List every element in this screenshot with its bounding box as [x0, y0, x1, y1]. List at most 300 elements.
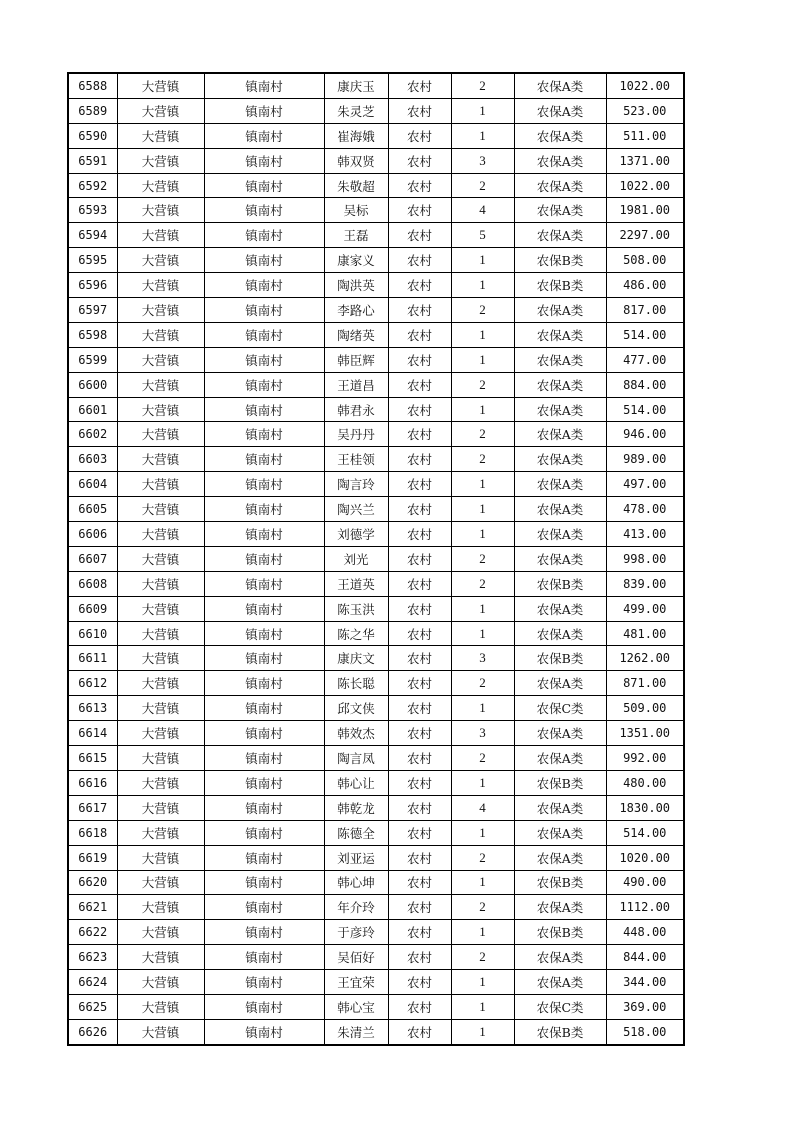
record-id-cell: 6610 — [68, 621, 117, 646]
person-name-cell: 陈之华 — [324, 621, 388, 646]
person-name-cell: 刘光 — [324, 546, 388, 571]
village-cell: 镇南村 — [204, 646, 324, 671]
household-type-cell: 农村 — [388, 522, 451, 547]
household-type-cell: 农村 — [388, 322, 451, 347]
insurance-category-cell: 农保A类 — [514, 148, 606, 173]
insurance-category-cell: 农保A类 — [514, 671, 606, 696]
records-table — [67, 72, 685, 1046]
village-cell: 镇南村 — [204, 920, 324, 945]
insurance-category-cell: 农保A类 — [514, 596, 606, 621]
village-cell: 镇南村 — [204, 845, 324, 870]
insurance-category-cell: 农保A类 — [514, 497, 606, 522]
village-cell: 镇南村 — [204, 721, 324, 746]
amount-cell: 511.00 — [606, 123, 684, 148]
household-type-cell: 农村 — [388, 248, 451, 273]
household-type-cell: 农村 — [388, 646, 451, 671]
person-name-cell: 陶绪英 — [324, 322, 388, 347]
record-id-cell: 6595 — [68, 248, 117, 273]
person-name-cell: 韩心让 — [324, 770, 388, 795]
insurance-category-cell: 农保B类 — [514, 273, 606, 298]
person-name-cell: 吴标 — [324, 198, 388, 223]
town-cell: 大营镇 — [117, 298, 204, 323]
record-id-cell: 6604 — [68, 472, 117, 497]
town-cell: 大营镇 — [117, 497, 204, 522]
member-count-cell: 3 — [451, 148, 514, 173]
person-name-cell: 韩君永 — [324, 397, 388, 422]
person-name-cell: 吴佰好 — [324, 945, 388, 970]
household-type-cell: 农村 — [388, 422, 451, 447]
household-type-cell: 农村 — [388, 73, 451, 98]
person-name-cell: 李路心 — [324, 298, 388, 323]
village-cell: 镇南村 — [204, 123, 324, 148]
amount-cell: 477.00 — [606, 347, 684, 372]
member-count-cell: 1 — [451, 522, 514, 547]
town-cell: 大营镇 — [117, 721, 204, 746]
table-row — [68, 820, 684, 845]
record-id-cell: 6619 — [68, 845, 117, 870]
village-cell: 镇南村 — [204, 73, 324, 98]
insurance-category-cell: 农保A类 — [514, 98, 606, 123]
village-cell: 镇南村 — [204, 795, 324, 820]
table-row — [68, 795, 684, 820]
insurance-category-cell: 农保A类 — [514, 347, 606, 372]
insurance-category-cell: 农保A类 — [514, 447, 606, 472]
town-cell: 大营镇 — [117, 273, 204, 298]
record-id-cell: 6602 — [68, 422, 117, 447]
insurance-category-cell: 农保A类 — [514, 621, 606, 646]
town-cell: 大营镇 — [117, 347, 204, 372]
town-cell: 大营镇 — [117, 372, 204, 397]
town-cell: 大营镇 — [117, 671, 204, 696]
insurance-category-cell: 农保A类 — [514, 895, 606, 920]
town-cell: 大营镇 — [117, 322, 204, 347]
record-id-cell: 6621 — [68, 895, 117, 920]
insurance-category-cell: 农保A类 — [514, 397, 606, 422]
amount-cell: 514.00 — [606, 820, 684, 845]
member-count-cell: 2 — [451, 746, 514, 771]
town-cell: 大营镇 — [117, 895, 204, 920]
member-count-cell: 2 — [451, 73, 514, 98]
person-name-cell: 刘亚运 — [324, 845, 388, 870]
household-type-cell: 农村 — [388, 870, 451, 895]
record-id-cell: 6603 — [68, 447, 117, 472]
village-cell: 镇南村 — [204, 322, 324, 347]
record-id-cell: 6606 — [68, 522, 117, 547]
record-id-cell: 6617 — [68, 795, 117, 820]
insurance-category-cell: 农保A类 — [514, 795, 606, 820]
record-id-cell: 6593 — [68, 198, 117, 223]
record-id-cell: 6611 — [68, 646, 117, 671]
amount-cell: 871.00 — [606, 671, 684, 696]
member-count-cell: 2 — [451, 298, 514, 323]
insurance-category-cell: 农保A类 — [514, 123, 606, 148]
town-cell: 大营镇 — [117, 596, 204, 621]
household-type-cell: 农村 — [388, 770, 451, 795]
amount-cell: 369.00 — [606, 994, 684, 1019]
town-cell: 大营镇 — [117, 696, 204, 721]
household-type-cell: 农村 — [388, 273, 451, 298]
table-row — [68, 273, 684, 298]
member-count-cell: 4 — [451, 795, 514, 820]
household-type-cell: 农村 — [388, 546, 451, 571]
record-id-cell: 6592 — [68, 173, 117, 198]
household-type-cell: 农村 — [388, 298, 451, 323]
village-cell: 镇南村 — [204, 970, 324, 995]
village-cell: 镇南村 — [204, 945, 324, 970]
amount-cell: 1022.00 — [606, 173, 684, 198]
table-row — [68, 1019, 684, 1044]
amount-cell: 514.00 — [606, 397, 684, 422]
amount-cell: 844.00 — [606, 945, 684, 970]
village-cell: 镇南村 — [204, 770, 324, 795]
member-count-cell: 3 — [451, 646, 514, 671]
town-cell: 大营镇 — [117, 223, 204, 248]
table-row — [68, 447, 684, 472]
person-name-cell: 王磊 — [324, 223, 388, 248]
insurance-category-cell: 农保A类 — [514, 223, 606, 248]
table-row — [68, 397, 684, 422]
record-id-cell: 6594 — [68, 223, 117, 248]
member-count-cell: 3 — [451, 721, 514, 746]
table-row — [68, 123, 684, 148]
amount-cell: 448.00 — [606, 920, 684, 945]
insurance-category-cell: 农保B类 — [514, 646, 606, 671]
household-type-cell: 农村 — [388, 372, 451, 397]
town-cell: 大营镇 — [117, 123, 204, 148]
amount-cell: 989.00 — [606, 447, 684, 472]
village-cell: 镇南村 — [204, 397, 324, 422]
town-cell: 大营镇 — [117, 472, 204, 497]
household-type-cell: 农村 — [388, 621, 451, 646]
amount-cell: 413.00 — [606, 522, 684, 547]
member-count-cell: 1 — [451, 123, 514, 148]
table-row — [68, 248, 684, 273]
member-count-cell: 1 — [451, 770, 514, 795]
person-name-cell: 陶言玲 — [324, 472, 388, 497]
town-cell: 大营镇 — [117, 173, 204, 198]
insurance-category-cell: 农保A类 — [514, 970, 606, 995]
insurance-category-cell: 农保B类 — [514, 1019, 606, 1044]
village-cell: 镇南村 — [204, 696, 324, 721]
village-cell: 镇南村 — [204, 198, 324, 223]
household-type-cell: 农村 — [388, 970, 451, 995]
village-cell: 镇南村 — [204, 994, 324, 1019]
amount-cell: 1112.00 — [606, 895, 684, 920]
town-cell: 大营镇 — [117, 571, 204, 596]
village-cell: 镇南村 — [204, 148, 324, 173]
insurance-category-cell: 农保A类 — [514, 746, 606, 771]
record-id-cell: 6608 — [68, 571, 117, 596]
household-type-cell: 农村 — [388, 571, 451, 596]
amount-cell: 1262.00 — [606, 646, 684, 671]
insurance-category-cell: 农保A类 — [514, 422, 606, 447]
person-name-cell: 邱文侠 — [324, 696, 388, 721]
insurance-category-cell: 农保A类 — [514, 472, 606, 497]
member-count-cell: 1 — [451, 472, 514, 497]
table-row — [68, 696, 684, 721]
member-count-cell: 2 — [451, 422, 514, 447]
person-name-cell: 年介玲 — [324, 895, 388, 920]
record-id-cell: 6600 — [68, 372, 117, 397]
amount-cell: 1830.00 — [606, 795, 684, 820]
insurance-category-cell: 农保B类 — [514, 920, 606, 945]
person-name-cell: 朱清兰 — [324, 1019, 388, 1044]
member-count-cell: 1 — [451, 497, 514, 522]
village-cell: 镇南村 — [204, 820, 324, 845]
record-id-cell: 6622 — [68, 920, 117, 945]
town-cell: 大营镇 — [117, 1019, 204, 1044]
table-row — [68, 73, 684, 98]
household-type-cell: 农村 — [388, 721, 451, 746]
record-id-cell: 6601 — [68, 397, 117, 422]
village-cell: 镇南村 — [204, 372, 324, 397]
insurance-category-cell: 农保B类 — [514, 870, 606, 895]
table-row — [68, 646, 684, 671]
person-name-cell: 王道英 — [324, 571, 388, 596]
amount-cell: 523.00 — [606, 98, 684, 123]
table-row — [68, 522, 684, 547]
household-type-cell: 农村 — [388, 98, 451, 123]
household-type-cell: 农村 — [388, 671, 451, 696]
person-name-cell: 陈长聪 — [324, 671, 388, 696]
town-cell: 大营镇 — [117, 820, 204, 845]
insurance-category-cell: 农保C类 — [514, 696, 606, 721]
member-count-cell: 2 — [451, 895, 514, 920]
amount-cell: 481.00 — [606, 621, 684, 646]
record-id-cell: 6626 — [68, 1019, 117, 1044]
household-type-cell: 农村 — [388, 596, 451, 621]
amount-cell: 998.00 — [606, 546, 684, 571]
table-row — [68, 347, 684, 372]
table-row — [68, 945, 684, 970]
amount-cell: 1351.00 — [606, 721, 684, 746]
household-type-cell: 农村 — [388, 920, 451, 945]
insurance-category-cell: 农保B类 — [514, 770, 606, 795]
insurance-category-cell: 农保A类 — [514, 173, 606, 198]
household-type-cell: 农村 — [388, 820, 451, 845]
table-row — [68, 546, 684, 571]
household-type-cell: 农村 — [388, 845, 451, 870]
amount-cell: 1981.00 — [606, 198, 684, 223]
member-count-cell: 1 — [451, 98, 514, 123]
table-row — [68, 870, 684, 895]
member-count-cell: 2 — [451, 671, 514, 696]
amount-cell: 839.00 — [606, 571, 684, 596]
village-cell: 镇南村 — [204, 596, 324, 621]
insurance-category-cell: 农保A类 — [514, 721, 606, 746]
town-cell: 大营镇 — [117, 397, 204, 422]
record-id-cell: 6614 — [68, 721, 117, 746]
amount-cell: 490.00 — [606, 870, 684, 895]
amount-cell: 884.00 — [606, 372, 684, 397]
person-name-cell: 于彦玲 — [324, 920, 388, 945]
record-id-cell: 6620 — [68, 870, 117, 895]
household-type-cell: 农村 — [388, 123, 451, 148]
record-id-cell: 6597 — [68, 298, 117, 323]
table-row — [68, 770, 684, 795]
record-id-cell: 6625 — [68, 994, 117, 1019]
member-count-cell: 1 — [451, 621, 514, 646]
record-id-cell: 6589 — [68, 98, 117, 123]
amount-cell: 509.00 — [606, 696, 684, 721]
person-name-cell: 韩乾龙 — [324, 795, 388, 820]
household-type-cell: 农村 — [388, 472, 451, 497]
village-cell: 镇南村 — [204, 248, 324, 273]
village-cell: 镇南村 — [204, 173, 324, 198]
household-type-cell: 农村 — [388, 397, 451, 422]
town-cell: 大营镇 — [117, 447, 204, 472]
member-count-cell: 1 — [451, 322, 514, 347]
household-type-cell: 农村 — [388, 447, 451, 472]
village-cell: 镇南村 — [204, 870, 324, 895]
amount-cell: 1371.00 — [606, 148, 684, 173]
person-name-cell: 韩臣辉 — [324, 347, 388, 372]
amount-cell: 1020.00 — [606, 845, 684, 870]
town-cell: 大营镇 — [117, 970, 204, 995]
table-row — [68, 173, 684, 198]
household-type-cell: 农村 — [388, 795, 451, 820]
town-cell: 大营镇 — [117, 845, 204, 870]
person-name-cell: 朱灵芝 — [324, 98, 388, 123]
amount-cell: 514.00 — [606, 322, 684, 347]
household-type-cell: 农村 — [388, 173, 451, 198]
record-id-cell: 6605 — [68, 497, 117, 522]
record-id-cell: 6590 — [68, 123, 117, 148]
village-cell: 镇南村 — [204, 621, 324, 646]
person-name-cell: 康庆文 — [324, 646, 388, 671]
person-name-cell: 陶言凤 — [324, 746, 388, 771]
household-type-cell: 农村 — [388, 945, 451, 970]
village-cell: 镇南村 — [204, 895, 324, 920]
village-cell: 镇南村 — [204, 298, 324, 323]
village-cell: 镇南村 — [204, 347, 324, 372]
amount-cell: 518.00 — [606, 1019, 684, 1044]
table-row — [68, 298, 684, 323]
household-type-cell: 农村 — [388, 347, 451, 372]
person-name-cell: 陶兴兰 — [324, 497, 388, 522]
village-cell: 镇南村 — [204, 223, 324, 248]
table-row — [68, 497, 684, 522]
amount-cell: 817.00 — [606, 298, 684, 323]
amount-cell: 992.00 — [606, 746, 684, 771]
table-row — [68, 596, 684, 621]
member-count-cell: 1 — [451, 820, 514, 845]
table-row — [68, 920, 684, 945]
village-cell: 镇南村 — [204, 571, 324, 596]
record-id-cell: 6612 — [68, 671, 117, 696]
amount-cell: 497.00 — [606, 472, 684, 497]
person-name-cell: 康庆玉 — [324, 73, 388, 98]
record-id-cell: 6616 — [68, 770, 117, 795]
member-count-cell: 1 — [451, 347, 514, 372]
table-row — [68, 148, 684, 173]
town-cell: 大营镇 — [117, 746, 204, 771]
table-row — [68, 746, 684, 771]
person-name-cell: 陈德全 — [324, 820, 388, 845]
member-count-cell: 4 — [451, 198, 514, 223]
household-type-cell: 农村 — [388, 895, 451, 920]
insurance-category-cell: 农保A类 — [514, 73, 606, 98]
village-cell: 镇南村 — [204, 273, 324, 298]
town-cell: 大营镇 — [117, 546, 204, 571]
village-cell: 镇南村 — [204, 1019, 324, 1044]
town-cell: 大营镇 — [117, 646, 204, 671]
village-cell: 镇南村 — [204, 497, 324, 522]
village-cell: 镇南村 — [204, 472, 324, 497]
town-cell: 大营镇 — [117, 98, 204, 123]
town-cell: 大营镇 — [117, 148, 204, 173]
record-id-cell: 6588 — [68, 73, 117, 98]
village-cell: 镇南村 — [204, 422, 324, 447]
village-cell: 镇南村 — [204, 98, 324, 123]
village-cell: 镇南村 — [204, 746, 324, 771]
table-row — [68, 994, 684, 1019]
table-row — [68, 322, 684, 347]
town-cell: 大营镇 — [117, 945, 204, 970]
insurance-category-cell: 农保A类 — [514, 322, 606, 347]
household-type-cell: 农村 — [388, 746, 451, 771]
town-cell: 大营镇 — [117, 522, 204, 547]
table-row — [68, 98, 684, 123]
person-name-cell: 刘德学 — [324, 522, 388, 547]
table-body — [68, 73, 684, 1045]
table-row — [68, 845, 684, 870]
member-count-cell: 2 — [451, 571, 514, 596]
village-cell: 镇南村 — [204, 447, 324, 472]
table-row — [68, 422, 684, 447]
insurance-category-cell: 农保A类 — [514, 372, 606, 397]
insurance-category-cell: 农保A类 — [514, 298, 606, 323]
record-id-cell: 6599 — [68, 347, 117, 372]
insurance-category-cell: 农保B类 — [514, 248, 606, 273]
member-count-cell: 2 — [451, 372, 514, 397]
person-name-cell: 陶洪英 — [324, 273, 388, 298]
town-cell: 大营镇 — [117, 248, 204, 273]
member-count-cell: 1 — [451, 696, 514, 721]
table-row — [68, 223, 684, 248]
member-count-cell: 1 — [451, 596, 514, 621]
record-id-cell: 6591 — [68, 148, 117, 173]
record-id-cell: 6613 — [68, 696, 117, 721]
insurance-category-cell: 农保B类 — [514, 571, 606, 596]
record-id-cell: 6596 — [68, 273, 117, 298]
record-id-cell: 6624 — [68, 970, 117, 995]
table-row — [68, 621, 684, 646]
household-type-cell: 农村 — [388, 148, 451, 173]
town-cell: 大营镇 — [117, 994, 204, 1019]
amount-cell: 344.00 — [606, 970, 684, 995]
person-name-cell: 王桂领 — [324, 447, 388, 472]
member-count-cell: 2 — [451, 173, 514, 198]
town-cell: 大营镇 — [117, 920, 204, 945]
table-row — [68, 372, 684, 397]
member-count-cell: 1 — [451, 920, 514, 945]
table-row — [68, 571, 684, 596]
person-name-cell: 韩效杰 — [324, 721, 388, 746]
member-count-cell: 1 — [451, 1019, 514, 1044]
village-cell: 镇南村 — [204, 546, 324, 571]
table-row — [68, 970, 684, 995]
amount-cell: 480.00 — [606, 770, 684, 795]
amount-cell: 486.00 — [606, 273, 684, 298]
record-id-cell: 6598 — [68, 322, 117, 347]
town-cell: 大营镇 — [117, 795, 204, 820]
record-id-cell: 6623 — [68, 945, 117, 970]
insurance-category-cell: 农保A类 — [514, 945, 606, 970]
town-cell: 大营镇 — [117, 198, 204, 223]
household-type-cell: 农村 — [388, 994, 451, 1019]
person-name-cell: 康家义 — [324, 248, 388, 273]
